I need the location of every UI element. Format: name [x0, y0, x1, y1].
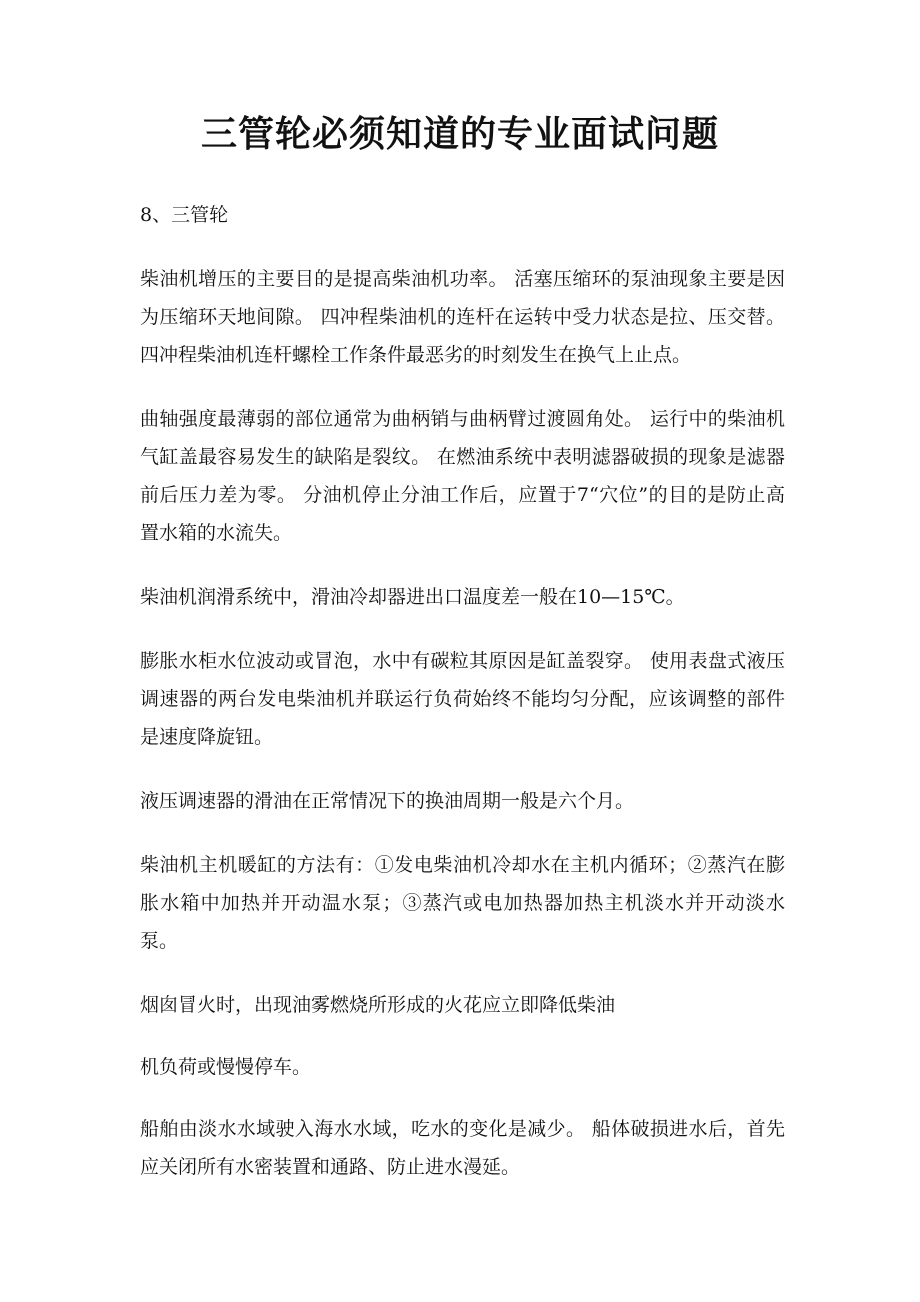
paragraph-funnel-fire-cont: 机负荷或慢慢停车。 [140, 1056, 312, 1078]
paragraph-section-heading: 8、三管轮 [140, 204, 229, 226]
paragraph-lube-cooler: 柴油机润滑系统中，滑油冷却器进出口温度差一般在10—15℃。 [140, 586, 685, 608]
paragraph-engine-warming: 柴油机主机暖缸的方法有：①发电柴油机冷却水在主机内循环；②蒸汽在膨胀水箱中加热并开动温水泵；③蒸汽或电加热器加热主机淡水并开动淡水泵。 [140, 854, 785, 952]
paragraph-crankshaft-strength: 曲轴强度最薄弱的部位通常为曲柄销与曲柄臂过渡圆角处。 运行中的柴油机气缸盖最容易发生的缺陷是裂纹。 在燃油系统中表明滤器破损的现象是滤器前后压力差为零。 分油机停止分油工作后，应置于7“穴位”的目的是防止高置水箱的水流失。 [140, 408, 785, 544]
paragraph-governor-oil: 液压调速器的滑油在正常情况下的换油周期一般是六个月。 [140, 790, 635, 812]
document-title: 三管轮必须知道的专业面试问题 [200, 113, 719, 155]
document-body [140, 196, 785, 1212]
paragraph-draft-change: 船舶由淡水水域驶入海水水域，吃水的变化是减少。 船体破损进水后，首先应关闭所有水密装置和通路、防止进水漫延。 [140, 1118, 785, 1178]
paragraph-expansion-tank: 膨胀水柜水位波动或冒泡，水中有碳粒其原因是缸盖裂穿。 使用表盘式液压调速器的两台发电柴油机并联运行负荷始终不能均匀分配，应该调整的部件是速度降旋钮。 [140, 650, 785, 748]
paragraph-funnel-fire: 烟囱冒火时，出现油雾燃烧所形成的火花应立即降低柴油 [140, 994, 616, 1016]
paragraph-diesel-supercharging: 柴油机增压的主要目的是提高柴油机功率。 活塞压缩环的泵油现象主要是因为压缩环天地间隙。 四冲程柴油机的连杆在运转中受力状态是拉、压交替。 四冲程柴油机连杆螺栓工作条件最恶劣的时刻发生在换气上止点。 [140, 268, 785, 366]
